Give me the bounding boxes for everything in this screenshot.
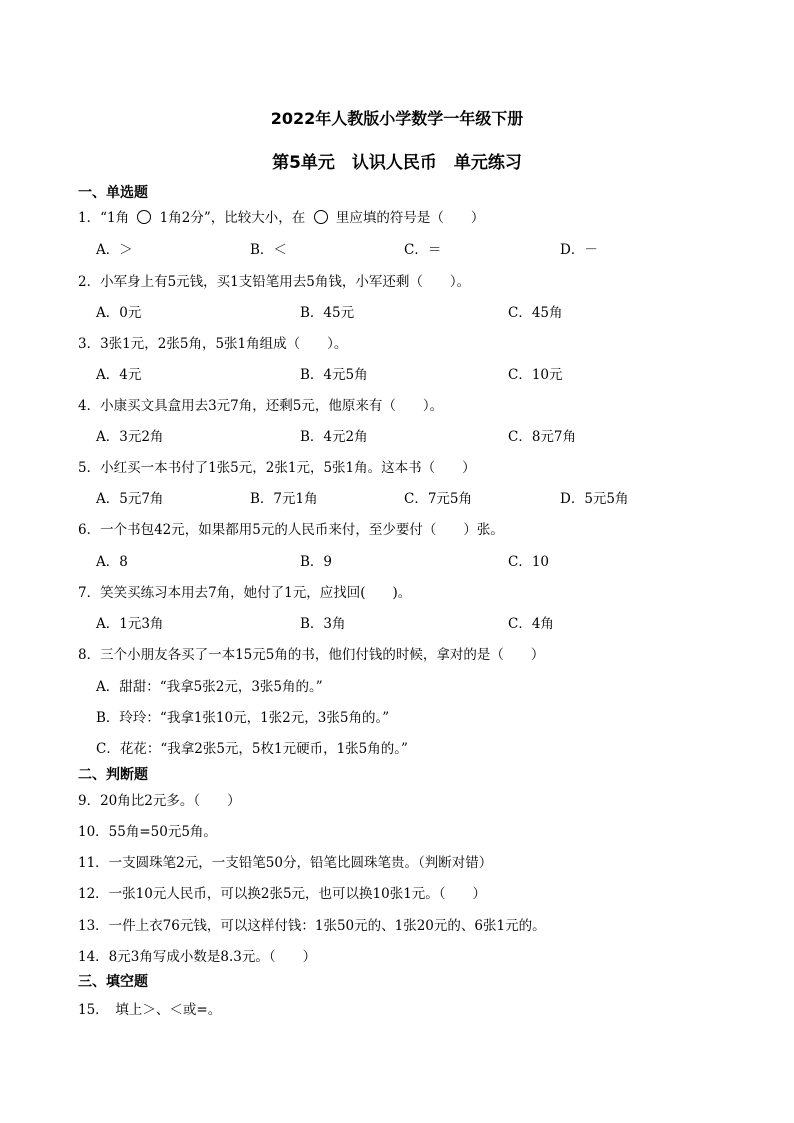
question-3: 3．3张1元，2张5角，5张1角组成（ ）。 — [78, 336, 348, 352]
question-14: 14．8元3角写成小数是8.3元。（ ） — [78, 949, 317, 965]
circle-blank-icon — [137, 210, 151, 224]
option-c: C．45角 — [508, 305, 563, 321]
question-2-options — [96, 301, 736, 321]
question-12: 12．一张10元人民币，可以换2张5元，也可以换10张1元。（ ） — [78, 886, 487, 902]
question-10: 10．55角=50元5角。 — [78, 824, 217, 840]
question-1-text-a: 1．“1角 — [78, 210, 134, 226]
question-9: 9．20角比2元多。（ ） — [78, 793, 241, 809]
option-c: C．10元 — [508, 367, 563, 383]
question-4-options — [96, 425, 736, 445]
option-c: C．花花：“我拿2张5元，5枚1元硬币，1张5角的。” — [96, 741, 408, 757]
document-subtitle: 第5单元 认识人民币 单元练习 — [272, 153, 522, 173]
question-5-options — [96, 487, 736, 507]
question-1 — [78, 206, 484, 226]
option-b: B．3角 — [300, 616, 346, 632]
circle-blank-icon — [314, 210, 328, 224]
option-a: A．甜甜：“我拿5张2元，3张5角的。” — [96, 679, 323, 695]
option-b: B．4元5角 — [300, 367, 368, 383]
option-b: B．玲玲：“我拿1张10元，1张2元，3张5角的。” — [96, 710, 390, 726]
question-3-options — [96, 363, 736, 383]
option-b: B．7元1角 — [250, 491, 318, 507]
option-a: A．0元 — [96, 305, 142, 321]
section-heading-fill-blank: 三、填空题 — [78, 974, 148, 990]
option-b: B．＜ — [250, 242, 287, 258]
question-1-options — [96, 238, 736, 258]
question-1-text-c: 里应填的符号是（ ） — [331, 210, 485, 226]
question-11: 11．一支圆珠笔2元，一支铅笔50分，铅笔比圆珠笔贵。（判断对错） — [78, 855, 493, 871]
document-title: 2022年人教版小学数学一年级下册 — [270, 109, 524, 128]
option-c: C．＝ — [404, 242, 442, 258]
option-a: A．4元 — [96, 367, 142, 383]
question-7-options — [96, 612, 736, 632]
option-d: D．5元5角 — [560, 491, 629, 507]
option-c: C．10 — [508, 554, 550, 570]
option-b: B．9 — [300, 554, 333, 570]
option-a: A．＞ — [96, 242, 133, 258]
option-a: A．8 — [96, 554, 128, 570]
question-7: 7．笑笑买练习本用去7角，她付了1元，应找回( )。 — [78, 585, 412, 601]
question-1-text-b: 1角2分”，比较大小，在 — [155, 210, 310, 226]
question-6-options — [96, 550, 736, 570]
question-15: 15． 填上＞、＜或=。 — [78, 1002, 222, 1018]
option-d: D．－ — [560, 242, 598, 258]
option-a: A．1元3角 — [96, 616, 164, 632]
option-b: B．4元2角 — [300, 429, 368, 445]
question-8: 8．三个小朋友各买了一本15元5角的书，他们付钱的时候，拿对的是（ ） — [78, 647, 545, 663]
option-b: B．45元 — [300, 305, 355, 321]
option-c: C．8元7角 — [508, 429, 577, 445]
question-4: 4．小康买文具盒用去3元7角，还剩5元，他原来有（ ）。 — [78, 398, 444, 414]
question-13: 13．一件上衣76元钱，可以这样付钱：1张50元的、1张20元的、6张1元的。 — [78, 918, 546, 934]
option-a: A．3元2角 — [96, 429, 164, 445]
question-2: 2．小军身上有5元钱，买1支铅笔用去5角钱，小军还剩（ ）。 — [78, 274, 471, 290]
option-c: C．4角 — [508, 616, 554, 632]
section-heading-single-choice: 一、单选题 — [78, 185, 148, 201]
option-c: C．7元5角 — [404, 491, 473, 507]
section-heading-true-false: 二、判断题 — [78, 767, 148, 783]
question-6: 6．一个书包42元，如果都用5元的人民币来付，至少要付（ ）张。 — [78, 522, 504, 538]
option-a: A．5元7角 — [96, 491, 164, 507]
question-5: 5．小红买一本书付了1张5元，2张1元，5张1角。这本书（ ） — [78, 460, 476, 476]
